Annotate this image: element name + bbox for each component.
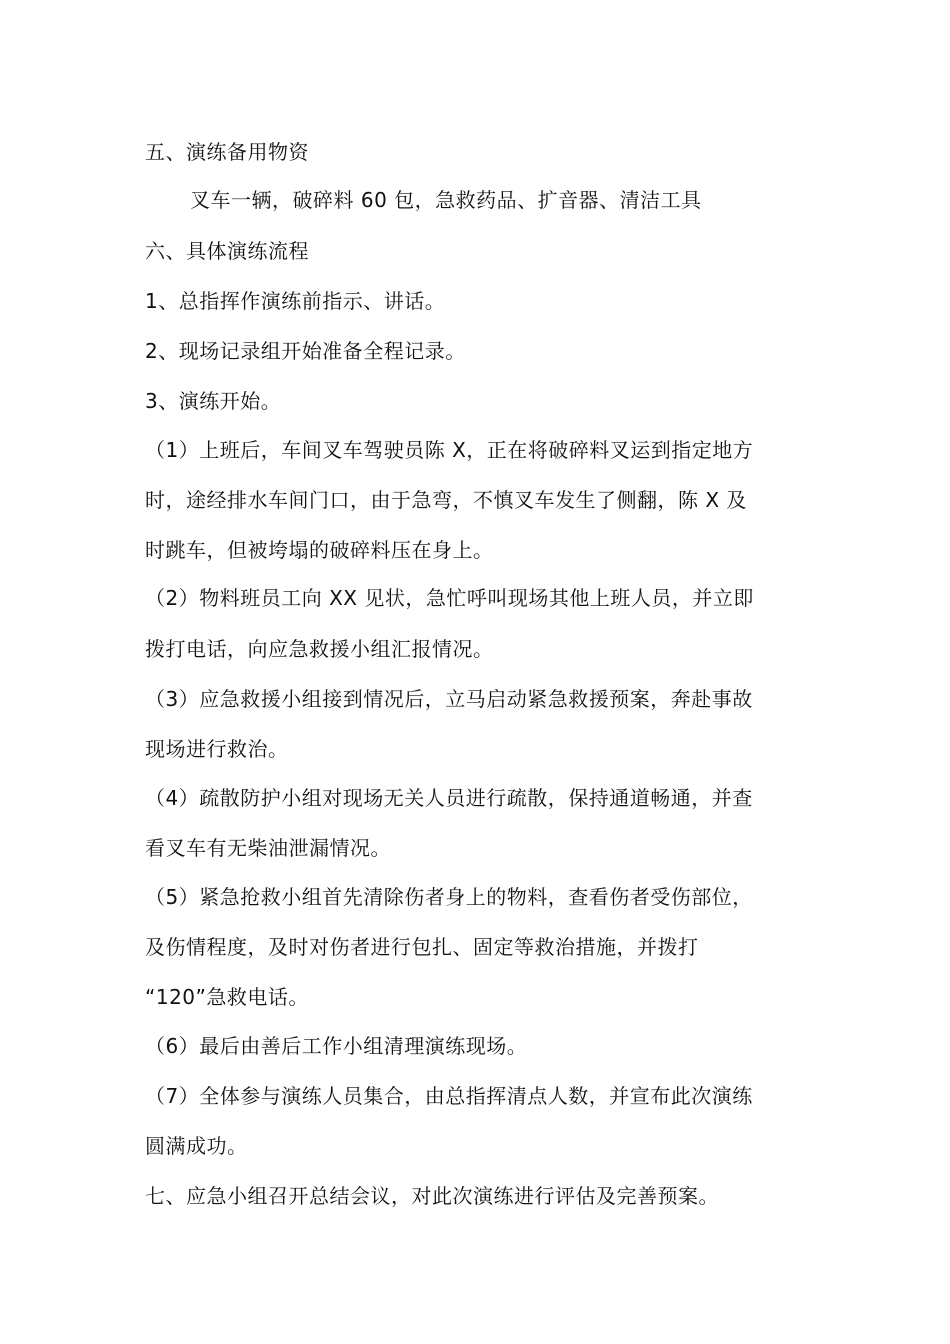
substep-2-line-1: （2）物料班员工向 XX 见状，急忙呼叫现场其他上班人员，并立即 xyxy=(145,586,754,610)
section-heading-materials: 五、演练备用物资 xyxy=(145,140,309,164)
substep-7-line-2: 圆满成功。 xyxy=(145,1134,248,1158)
substep-1-line-2: 时，途经排水车间门口，由于急弯，不慎叉车发生了侧翻，陈 X 及 xyxy=(145,488,747,512)
substep-5-line-3: “120”急救电话。 xyxy=(145,985,309,1009)
section-heading-procedure: 六、具体演练流程 xyxy=(145,239,309,263)
substep-3-line-1: （3）应急救援小组接到情况后，立马启动紧急救援预案，奔赴事故 xyxy=(145,687,753,711)
substep-5-line-2: 及伤情程度，及时对伤者进行包扎、固定等救治措施，并拨打 xyxy=(145,935,699,959)
substep-7-line-1: （7）全体参与演练人员集合，由总指挥清点人数，并宣布此次演练 xyxy=(145,1084,753,1108)
substep-1-line-1: （1）上班后，车间叉车驾驶员陈 X，正在将破碎料叉运到指定地方 xyxy=(145,438,754,462)
procedure-step-3: 3、演练开始。 xyxy=(145,389,282,413)
procedure-step-1: 1、总指挥作演练前指示、讲话。 xyxy=(145,289,446,313)
substep-4-line-1: （4）疏散防护小组对现场无关人员进行疏散，保持通道畅通，并查 xyxy=(145,786,753,810)
substep-3-line-2: 现场进行救治。 xyxy=(145,737,289,761)
section-heading-summary: 七、应急小组召开总结会议，对此次演练进行评估及完善预案。 xyxy=(145,1184,719,1208)
substep-2-line-2: 拨打电话，向应急救援小组汇报情况。 xyxy=(145,637,494,661)
materials-list: 叉车一辆，破碎料 60 包，急救药品、扩音器、清洁工具 xyxy=(190,188,702,212)
substep-5-line-1: （5）紧急抢救小组首先清除伤者身上的物料，查看伤者受伤部位， xyxy=(145,885,753,909)
substep-6: （6）最后由善后工作小组清理演练现场。 xyxy=(145,1034,528,1058)
substep-1-line-3: 时跳车，但被垮塌的破碎料压在身上。 xyxy=(145,538,494,562)
procedure-step-2: 2、现场记录组开始准备全程记录。 xyxy=(145,339,466,363)
substep-4-line-2: 看叉车有无柴油泄漏情况。 xyxy=(145,836,391,860)
